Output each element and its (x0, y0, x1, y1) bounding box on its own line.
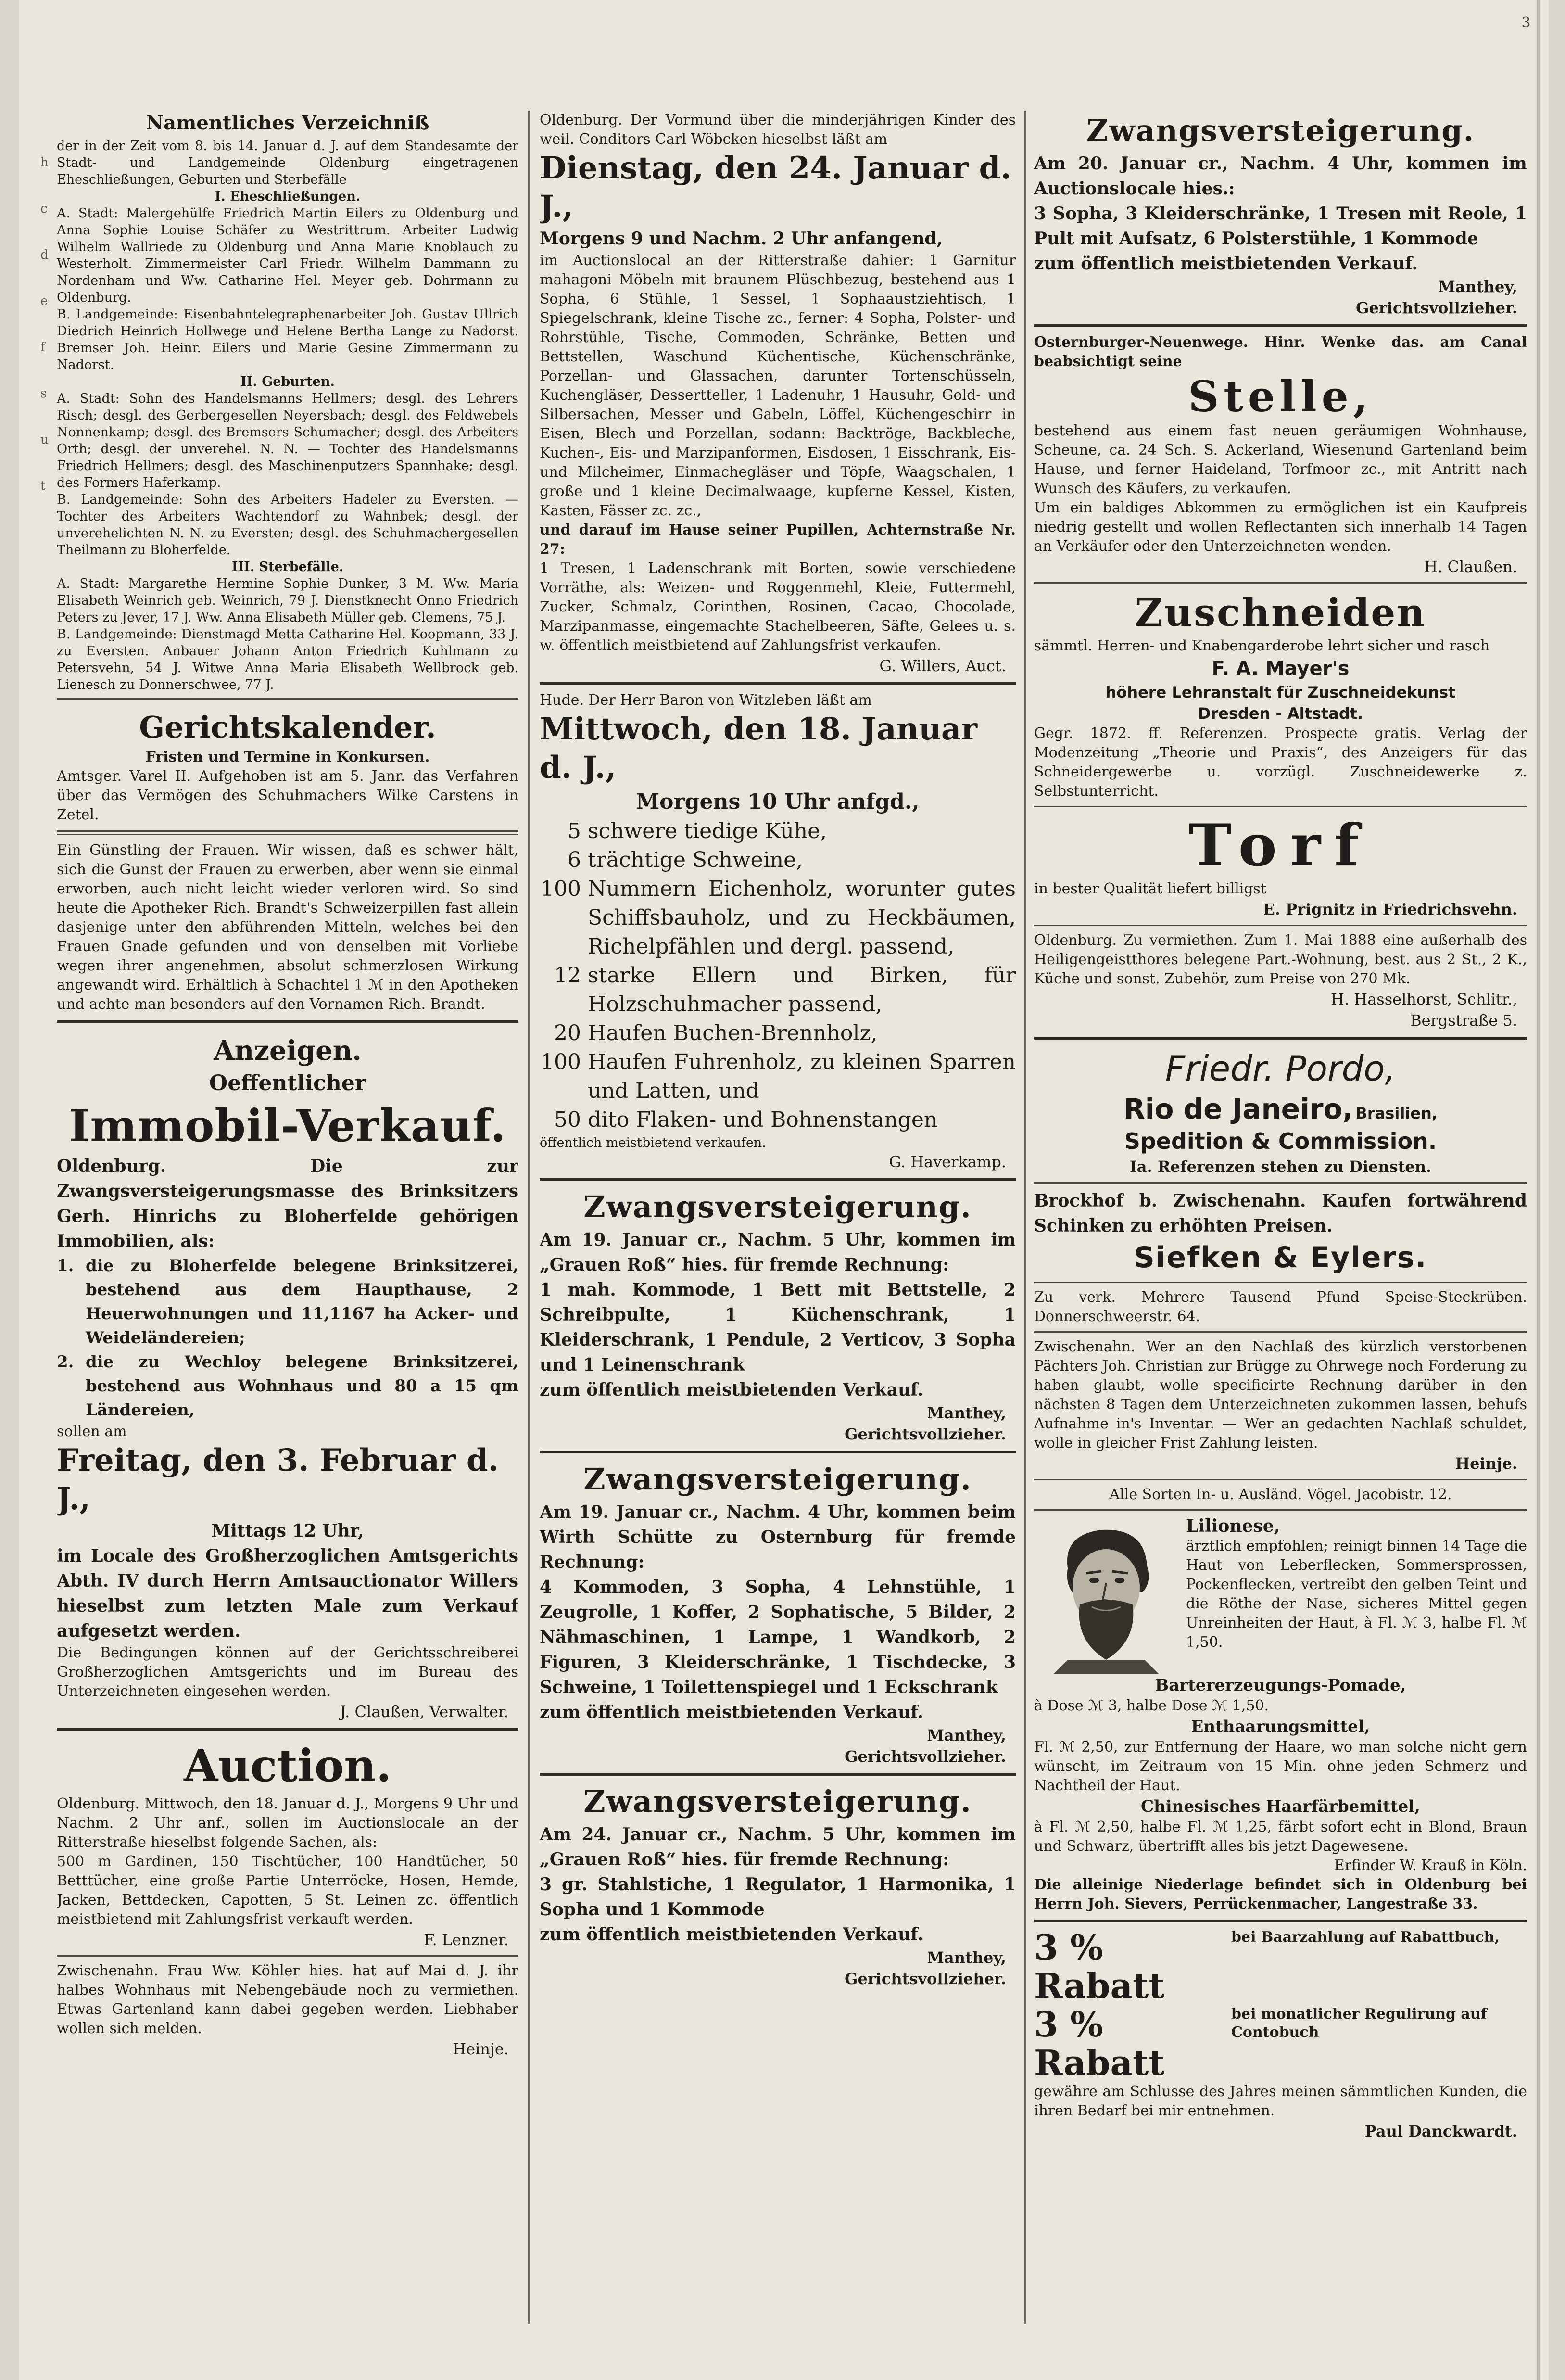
rabatt-amount: 3 % Rabatt (1034, 2004, 1165, 2083)
item-count: 5 (568, 819, 581, 843)
divider (1034, 1182, 1527, 1184)
company-city: Dresden - Altstadt. (1198, 704, 1363, 723)
paragraph: gewähre am Schlusse des Jahres meinen sämmtlichen Kunden, die ihren Bedarf bei mir entnehmen. (1034, 2083, 1527, 2119)
headline: Stelle, (1188, 371, 1373, 421)
signature: Heinje. (453, 2040, 509, 2058)
list-item (57, 1350, 518, 1422)
zwangsversteigerung-1 (540, 1187, 1016, 1445)
paragraph: sämmtl. Herren- und Knabengarderobe lehrt sicher und rasch (1034, 637, 1490, 654)
intro-text: Osternburger-Neuenwege. Hinr. Wenke das. am Canal beabsichtigt seine (1034, 334, 1527, 370)
paragraph: Am 20. Januar cr., Nachm. 4 Uhr, kommen im Auctionslocale hies.: (1034, 153, 1527, 199)
paragraph: zum öffentlich meistbietenden Verkauf. (1034, 254, 1418, 274)
references: Ia. Referenzen stehen zu Diensten. (1129, 1158, 1432, 1176)
hude-auction (540, 691, 1016, 1172)
paragraph: 1 mah. Kommode, 1 Bett mit Bettstelle, 2 Schreibpulte, 1 Küchenschrank, 1 Kleiderschrank, 1 Pendule, 2 Verticov, 3 Sopha und 1 Leinenschrank (540, 1280, 1016, 1375)
signature-address: Bergstraße 5. (1410, 1011, 1517, 1030)
list-item (540, 1019, 1016, 1048)
divider (1034, 806, 1527, 807)
divider (1034, 324, 1527, 327)
rabatt-line (1034, 2005, 1527, 2082)
paragraph: öffentlich meistbietend verkaufen. (540, 1135, 766, 1150)
paragraph: Oldenburg. Mittwoch, den 18. Januar d. J., Morgens 9 Uhr und Nachm. 2 Uhr anf., sollen im Auctionslocale an der Ritterstraße hieselbst folgende Sachen, als: (57, 1795, 518, 1851)
inventor: Erfinder W. Krauß in Köln. (1334, 1857, 1527, 1874)
section-title: Gerichtskalender. (139, 710, 436, 745)
signature: E. Prignitz in Friedrichsvehn. (1263, 900, 1517, 918)
signature: F. Lenzner. (424, 1931, 509, 1949)
signature-title: Gerichtsvollzieher. (1356, 299, 1517, 317)
paragraph: Zwischenahn. Wer an den Nachlaß des kürzlich verstorbenen Pächters Joh. Christian zur Brügge zu Ohrwege noch Forderung zu haben glaubt, wolle specificirte Rechnung darüber in den nächsten 8 Tagen dem Unterzeichneten zukommen lassen, behufs Aufnahme in's Inventar. — Wer an gedachten Nachlaß schuldet, wolle in gleicher Frist Zahlung leisten. (1034, 1338, 1527, 1451)
paragraph: A. Stadt: Malergehülfe Friedrich Martin Eilers zu Oldenburg und Anna Sophie Louise Schäfer zu Westrittrum. Arbeiter Ludwig Wilhelm Wallriede zu Oldenburg und Anna Marie Knoblauch zu Westerholt. Zimmermeister Carl Friedr. Wilhelm Dammann zu Nordenham und Ww. Catharine Hel. Meyer geb. Dohrmann zu Oldenburg. (57, 206, 518, 305)
paragraph: Alle Sorten In- u. Ausländ. Vögel. Jacobistr. 12. (1109, 1486, 1452, 1503)
portrait-block (1034, 1515, 1527, 1674)
speise-ad (1034, 1288, 1527, 1326)
auction-section (57, 1737, 518, 1950)
paragraph: Oldenburg. Zu vermiethen. Zum 1. Mai 1888 eine außerhalb des Heiligengeistthores belegene Part.-Wohnung, best. aus 2 St., 2 K., Küche und sonst. Zubehör, zum Preise von 270 Mk. (1034, 932, 1527, 987)
paragraph: Ein Günstling der Frauen. Wir wissen, daß es schwer hält, sich die Gunst der Frauen zu erwerben, aber wenn sie einmal erworben, auch nicht leicht wieder verloren wird. So sind heute die Apotheker Rich. Brandt's Schweizerpillen fast allein dasjenige unter den abführenden Mitteln, welches bei den Frauen Gnade gefunden und von denselben mit Vorliebe wegen ihrer angenehmen, absolut schmerzlosen Wirkung angewandt wird. Erhältlich à Schachtel 1 ℳ in den Apotheken und achte man besonders auf den Vornamen Rich. Brandt. (57, 842, 518, 1013)
item-count: 100 (541, 1050, 581, 1074)
paragraph: à Fl. ℳ 2,50, halbe Fl. ℳ 1,25, färbt sofort echt in Blond, Braun und Schwarz, übertrifft alles bis jetzt Dagewesene. (1034, 1819, 1527, 1855)
paragraph: im Auctionslocal an der Ritterstraße dahier: 1 Garnitur mahagoni Möbeln mit braunem Plüschbezug, bestehend aus 1 Sopha, 6 Stühle, 1 Sessel, 1 Sophaaustziehtisch, 1 Spiegelschrank, kleine Tische zc., ferner: 4 Sopha, Polster- und Rohrstühle, Tische, Commoden, Schränke, Betten und Bettstellen, Waschund Küchentische, Küchenschränke, Porzellan- und Glassachen, darunter Tortenschüsseln, Kuchengläser, Dessertteller, 1 Ladenuhr, 1 Hausuhr, Gold- und Silbersachen, Messer und Gabeln, Löffel, Küchengeschirr in Eisen, Blech und Porzellan, sodann: Backtröge, Backbleche, Kuchen-, Eis- und Marzipanformen, Eisdosen, 1 Eisschrank, Eis- und Milcheimer, Einmachegläser und Töpfe, Waagschalen, 1 große und 1 kleine Decimalwaage, kupferne Kessel, Kisten, Kasten, Fässer zc. zc., (540, 252, 1016, 519)
signature: Manthey, (927, 1948, 1006, 1967)
margin-letter: e (40, 294, 48, 308)
paragraph: Die alleinige Niederlage befindet sich in Oldenburg bei Herrn Joh. Sievers, Perrückenmacher, Langestraße 33. (1034, 1876, 1527, 1912)
paragraph: Zwischenahn. Frau Ww. Köhler hies. hat auf Mai d. J. ihr halbes Wohnhaus mit Nebengebäude noch zu vermiethen. Etwas Gartenland kann dabei gegeben werden. Liebhaber wollen sich melden. (57, 1962, 518, 2037)
item-text: schwere tiedige Kühe, (588, 819, 827, 843)
signature: H. Hasselhorst, Schlitr., (1331, 990, 1517, 1008)
paragraph: Zu verk. Mehrere Tausend Pfund Speise-Steckrüben. Donnerschweerstr. 64. (1034, 1289, 1527, 1325)
paragraph: Am 19. Januar cr., Nachm. 4 Uhr, kommen beim Wirth Schütte zu Osternburg für fremde Rechnung: (540, 1502, 1016, 1572)
paragraph: A. Stadt: Margarethe Hermine Sophie Dunker, 3 M. Ww. Maria Elisabeth Weinrich geb. Weinrich, 79 J. Dienstknecht Onno Friedrich Peters zu Jever, 17 J. Ww. Anna Elisabeth Müller geb. Clemens, 75 J. (57, 576, 518, 625)
list-text: die zu Wechloy belegene Brinksitzerei, bestehend aus Wohnhaus und 80 a 15 qm Ländereien, (86, 1352, 518, 1420)
list-item (540, 1106, 1016, 1134)
column-divider (528, 111, 530, 2324)
subheading: I. Eheschließungen. (215, 189, 361, 204)
bruegge-ad (1034, 1337, 1527, 1474)
paragraph: A. Stadt: Sohn des Handelsmanns Hellmers; desgl. des Lehrers Risch; desgl. des Gerbergesellen Neyersbach; desgl. des Feldwebels Nonnenkamp; desgl. des Bremsers Schumacher; desgl. des Arbeiters Orth; desgl. der unverehel. N. N. — Tochter des Handelsmanns Friedrich Hellmers; desgl. des Maschinenputzers Spannhake; desgl. des Formers Haferkamp. (57, 391, 518, 490)
divider (57, 1020, 518, 1023)
company-subtitle: höhere Lehranstalt für Zuschneidekunst (1105, 683, 1456, 701)
margin-letter: t (40, 479, 46, 493)
product-title: Chinesisches Haarfärbemittel, (1140, 1797, 1421, 1816)
section-title: Zwangsversteigerung. (583, 1462, 972, 1497)
paragraph: Am 24. Januar cr., Nachm. 5 Uhr, kommen im „Grauen Roß“ hies. für fremde Rechnung: (540, 1824, 1016, 1870)
subheading: III. Sterbefälle. (231, 560, 344, 574)
zwangsversteigerung-2 (540, 1459, 1016, 1767)
signature-title: Gerichtsvollzieher. (845, 1425, 1006, 1443)
section-title: Zwangsversteigerung. (1086, 113, 1475, 148)
margin-letter: h (40, 155, 49, 170)
headline: Torf (1188, 812, 1373, 879)
zwangsversteigerung-3 (540, 1782, 1016, 1989)
koehler-ad (57, 1961, 518, 2060)
margin-letter: f (40, 340, 45, 355)
item-count: 6 (568, 848, 581, 872)
column-2 (540, 111, 1016, 2357)
zwangsversteigerung-4 (1034, 111, 1527, 318)
rabatt-line (1034, 1928, 1527, 2005)
margin-letter: d (40, 248, 49, 262)
product-title: Lilionese, (1186, 1516, 1280, 1536)
item-text: dito Flaken- und Bohnenstangen (588, 1107, 938, 1132)
paragraph: Am 19. Januar cr., Nachm. 5 Uhr, kommen im „Grauen Roß“ hies. für fremde Rechnung: (540, 1230, 1016, 1275)
paragraph: B. Landgemeinde: Sohn des Arbeiters Hadeler zu Eversten. — Tochter des Arbeiters Wachtendorf zu Wahnbek; desgl. der unverehelichten N. N. zu Eversten; desgl. des Schuhmachergesellen Theilmann zu Bloherfelde. (57, 492, 518, 558)
signature: Manthey, (927, 1404, 1006, 1422)
list-item (57, 1254, 518, 1350)
headline: Friedr. Pordo, (1165, 1048, 1396, 1089)
list-number: 1. (57, 1256, 74, 1275)
rabatt-condition: bei Baarzahlung auf Rabattbuch, (1231, 1929, 1500, 1946)
rabatt-amount: 3 % Rabatt (1034, 1927, 1165, 2006)
divider (57, 1955, 518, 1957)
paragraph: à Dose ℳ 3, halbe Dose ℳ 1,50. (1034, 1697, 1269, 1714)
rabatt-condition: bei monatlicher Regulirung auf Contobuch (1231, 2006, 1487, 2041)
anzeigen-section (57, 1032, 518, 1722)
lilionese-ad (1034, 1515, 1527, 1914)
column-3 (1034, 111, 1527, 2357)
paragraph: und darauf im Hause seiner Pupillen, Achternstraße Nr. 27: (540, 522, 1016, 558)
voegel-ad (1034, 1485, 1527, 1504)
signature: Manthey, (927, 1726, 1006, 1744)
paragraph: Um ein baldiges Abkommen zu ermöglichen ist ein Kaufpreis niedrig gestellt und wollen Reflectanten sich innerhalb 14 Tagen an Verkäufer oder den Unterzeichneten wenden. (1034, 499, 1527, 555)
paragraph: in bester Qualität liefert billigst (1034, 880, 1266, 897)
guenstling-ad (57, 841, 518, 1014)
margin-letter: s (40, 386, 47, 401)
city-name: Rio de Janeiro, (1123, 1093, 1353, 1125)
list-number: 2. (57, 1352, 74, 1372)
hasselhorst-ad (1034, 931, 1527, 1031)
item-text: trächtige Schweine, (588, 848, 803, 872)
paragraph: im Locale des Großherzoglichen Amtsgerichts Abth. IV durch Herrn Amtsauctionator Willers hieselbst zum letzten Male zum Verkauf aufgesetzt werden. (57, 1546, 518, 1641)
margin-letters (40, 140, 58, 509)
signature: Heinje. (1455, 1454, 1517, 1473)
paragraph: Gegr. 1872. ff. Referenzen. Prospecte gratis. Verlag der Modenzeitung „Theorie und Praxis“, des Anzeigers für das Schneidergewerbe u. vorzügl. Zuschneidewerke z. Selbstunterricht. (1034, 725, 1527, 800)
auction-date: Mittwoch, den 18. Januar d. J., (540, 711, 978, 786)
auction-time: Morgens 9 und Nachm. 2 Uhr anfangend, (540, 229, 943, 249)
margin-letter: u (40, 433, 49, 447)
paragraph: Fl. ℳ 2,50, zur Entfernung der Haare, wo man solche nicht gern wünscht, im Zeitraum von 15 Min. ohne jeden Schmerz und Nachtheil der Haut. (1034, 1739, 1527, 1794)
divider (1034, 582, 1527, 584)
column-divider (1024, 111, 1026, 2324)
section-title: Auction. (183, 1740, 391, 1792)
divider (1034, 1479, 1527, 1480)
newspaper-page (19, 0, 1549, 2380)
item-count: 12 (554, 963, 581, 988)
portrait-illustration (1034, 1515, 1178, 1674)
signature-title: Gerichtsvollzieher. (845, 1970, 1006, 1988)
signature: J. Claußen, Verwalter. (340, 1703, 509, 1721)
auction-date: Dienstag, den 24. Januar d. J., (540, 150, 1011, 225)
paragraph: Die Bedingungen können auf der Gerichtsschreiberei Großherzoglichen Amtsgerichts und im Bureau des Unterzeichneten eingesehen werden. (57, 1644, 518, 1700)
subheading: II. Geburten. (240, 374, 335, 389)
section-title: Zwangsversteigerung. (583, 1784, 972, 1819)
headline: Zuschneiden (1135, 590, 1426, 635)
list-item (540, 1048, 1016, 1106)
intro-text: Oldenburg. Der Vormund über die minderjährigen Kinder des weil. Conditors Carl Wöbcken hieselbst läßt am (540, 112, 1016, 148)
paragraph: zum öffentlich meistbietenden Verkauf. (540, 1702, 923, 1722)
intro-text: der in der Zeit vom 8. bis 14. Januar d. J. auf dem Standesamte der Stadt- und Landgemeinde Oldenburg eingetragenen Eheschließungen, Geburten und Sterbefälle (57, 139, 518, 187)
country-name: Brasilien, (1355, 1104, 1438, 1122)
rio-line (1034, 1092, 1527, 1126)
torf-ad (1034, 812, 1527, 920)
list-item (540, 846, 1016, 875)
divider (57, 698, 518, 700)
product-title: Bartererzeugungs-Pomade, (1155, 1676, 1406, 1695)
rabatt-ad (1034, 1928, 1527, 2142)
paragraph: zum öffentlich meistbietenden Verkauf. (540, 1924, 923, 1945)
section-title: Namentliches Verzeichniß (146, 112, 429, 134)
divider (57, 1728, 518, 1731)
auction-time: Morgens 10 Uhr anfgd., (636, 789, 920, 814)
item-count: 50 (554, 1107, 581, 1132)
list-item (540, 961, 1016, 1019)
divider (540, 1451, 1016, 1453)
paragraph: Amtsger. Varel II. Aufgehoben ist am 5. Janr. das Verfahren über das Vermögen des Schuhmachers Wilke Carstens in Zetel. (57, 768, 518, 823)
pordo-ad (1034, 1045, 1527, 1177)
zuschneiden-ad (1034, 588, 1527, 801)
subheading: Fristen und Termine in Konkursen. (145, 749, 430, 765)
paragraph: 3 gr. Stahlstiche, 1 Regulator, 1 Harmonika, 1 Sopha und 1 Kommode (540, 1874, 1016, 1920)
signature: Paul Danckwardt. (1364, 2122, 1517, 2140)
signature: G. Haverkamp. (889, 1153, 1006, 1171)
section-title: Anzeigen. (214, 1035, 362, 1067)
intro-text: Hude. Der Herr Baron von Witzleben läßt am (540, 692, 872, 709)
paragraph: B. Landgemeinde: Eisenbahntelegraphenarbeiter Joh. Gustav Ullrich Diedrich Heinrich Hollwege und Helene Bertha Lange zu Nadorst. Bremser Joh. Heinr. Eilers und Marie Gesine Zimmermann zu Nadorst. (57, 307, 518, 372)
divider (1034, 1331, 1527, 1333)
wenke-ad (1034, 333, 1527, 577)
paragraph: 500 m Gardinen, 150 Tischtücher, 100 Handtücher, 50 Betttücher, eine große Partie Unterröcke, Hosen, Hemde, Jacken, Bettdecken, Capotten, 5 St. Leinen zc. öffentlich meistbietend mit Zahlungsfrist verkauft werden. (57, 1853, 518, 1928)
paragraph: B. Landgemeinde: Dienstmagd Metta Catharine Hel. Koopmann, 33 J. zu Eversten. Anbauer Johann Anton Friedrich Kuhlmann zu Petersvehn, 54 J. Witwe Anna Maria Elisabeth Wellbrock geb. Lienesch zu Donnerschwee, 77 J. (57, 627, 518, 692)
divider (57, 830, 518, 835)
paragraph: sollen am (57, 1423, 127, 1440)
signature: G. Willers, Auct. (879, 657, 1006, 675)
paragraph: ärztlich empfohlen; reinigt binnen 14 Tage die Haut von Leberflecken, Sommersprossen, Pockenflecken, vertreibt den gelben Teint und die Röthe der Nase, sicheres Mittel gegen Unreinheiten der Haut, à Fl. ℳ 3, halbe Fl. ℳ 1,50. (1186, 1538, 1527, 1651)
item-text: Nummern Eichenholz, worunter gutes Schiffsbauholz, und zu Heckbäumen, Richelpfählen und dergl. passend, (588, 877, 1016, 959)
list-item (540, 875, 1016, 961)
divider (540, 1178, 1016, 1181)
item-text: starke Ellern und Birken, für Holzschuhmacher passend, (588, 963, 1016, 1017)
item-text: Haufen Fuhrenholz, zu kleinen Sparren und Latten, und (588, 1050, 1016, 1103)
paragraph: bestehend aus einem fast neuen geräumigen Wohnhause, Scheune, ca. 24 Sch. S. Ackerland, Wiesenund Gartenland beim Hause, und ferner Haideland, Torfmoor zc., mit Antritt nach Wunsch des Käufers, zu verkaufen. (1034, 422, 1527, 497)
divider (1034, 1282, 1527, 1283)
product-title: Enthaarungsmittel, (1191, 1717, 1370, 1736)
divider (540, 682, 1016, 685)
signature: H. Claußen. (1424, 558, 1517, 576)
company-name: F. A. Mayer's (1212, 658, 1350, 680)
signature-title: Gerichtsvollzieher. (845, 1747, 1006, 1766)
section-title: Zwangsversteigerung. (583, 1189, 972, 1224)
headline: Immobil-Verkauf. (69, 1100, 506, 1152)
page-edge (1537, 0, 1540, 2380)
namentliches-verzeichnis (57, 111, 518, 693)
divider (1034, 1509, 1527, 1511)
column-1 (57, 111, 518, 2357)
paragraph: 3 Sopha, 3 Kleiderschränke, 1 Tresen mit Reole, 1 Pult mit Aufsatz, 6 Polsterstühle, 1 Kommode (1034, 204, 1527, 249)
divider (1034, 925, 1527, 926)
list-item (540, 817, 1016, 846)
divider (1034, 1920, 1527, 1922)
item-text: Haufen Buchen-Brennholz, (588, 1021, 878, 1045)
gerichtskalender (57, 707, 518, 825)
intro-text: Oldenburg. Die zur Zwangsversteigerungsmasse des Brinksitzers Gerh. Hinrichs zu Bloherfelde gehörigen Immobilien, als: (57, 1156, 518, 1251)
signature: Manthey, (1438, 278, 1517, 296)
paragraph: 4 Kommoden, 3 Sopha, 4 Lehnstühle, 1 Zeugrolle, 1 Koffer, 2 Sophatische, 5 Bilder, 2 Nähmaschinen, 1 Lampe, 1 Wandkorb, 2 Figuren, 3 Kleiderschränke, 1 Tischdecke, 3 Schweine, 1 Toilettenspiegel und 1 Eckschrank (540, 1577, 1016, 1697)
list-text: die zu Bloherfelde belegene Brinksitzerei, bestehend aus dem Haupthause, 2 Heuerwohnungen und 11,1167 ha Acker- und Weideländereien; (86, 1256, 518, 1348)
page-number: 3 (1521, 14, 1531, 31)
paragraph: Brockhof b. Zwischenahn. Kaufen fortwährend Schinken zu erhöhten Preisen. (1034, 1191, 1527, 1236)
margin-letter: c (40, 202, 48, 216)
brockhof-ad (1034, 1188, 1527, 1277)
subheading: Oeffentlicher (209, 1071, 366, 1095)
paragraph: 1 Tresen, 1 Ladenschrank mit Borten, sowie verschiedene Vorräthe, als: Weizen- und Roggenmehl, Kleie, Futtermehl, Zucker, Schmalz, Corinthen, Rosinen, Cacao, Chocolade, Marzipanmasse, eingemachte Stachelbeeren, Säfte, Gelees u. s. w. öffentlich meistbietend auf Zahlungsfrist verkaufen. (540, 560, 1016, 654)
auction-time: Mittags 12 Uhr, (211, 1521, 364, 1541)
item-count: 20 (554, 1021, 581, 1045)
divider (1034, 1037, 1527, 1040)
divider (540, 1773, 1016, 1776)
business-line: Spedition & Commission. (1124, 1128, 1437, 1154)
headline: Siefken & Eylers. (1134, 1241, 1427, 1274)
paragraph: zum öffentlich meistbietenden Verkauf. (540, 1380, 923, 1400)
auction-date: Freitag, den 3. Februar d. J., (57, 1442, 499, 1517)
woebcken-auction (540, 111, 1016, 676)
item-count: 100 (541, 877, 581, 901)
